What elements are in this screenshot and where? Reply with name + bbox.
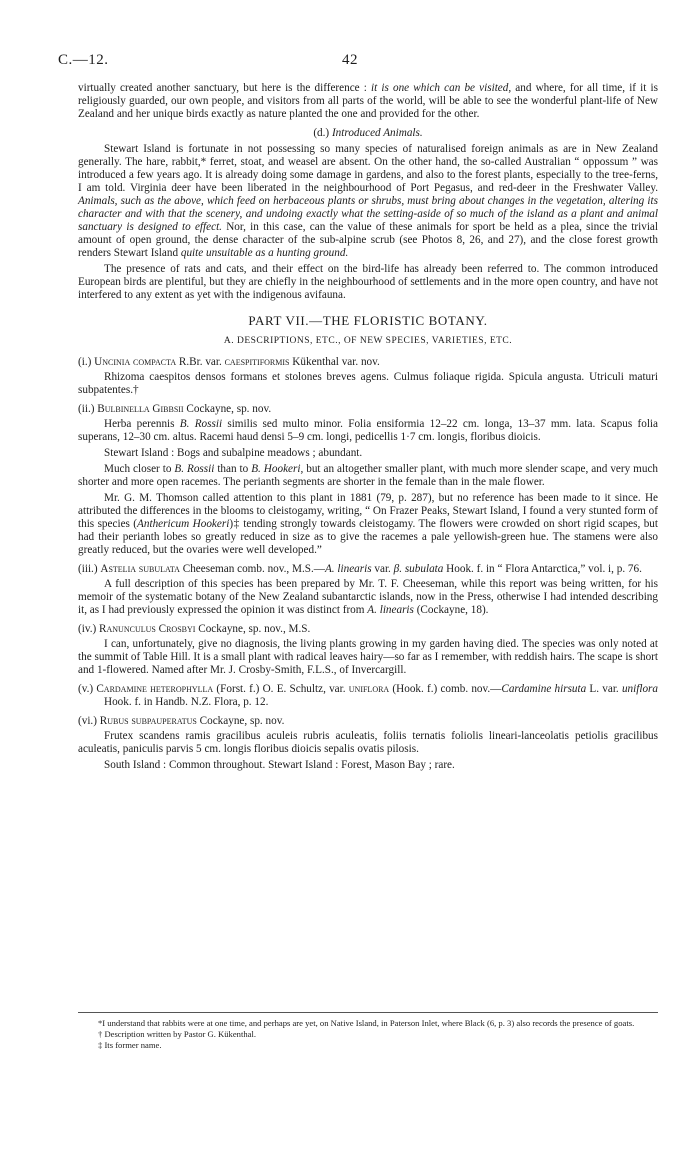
intro-paragraph: virtually created another sanctuary, but here is the difference : it is one which can be visited, and where, for all time, if it is religiously guarded, our own people, and visitors from all parts of the world, will be able to see the wonderful plant-life of New Zealand and her unique birds exactly as nature planted the one and provided for the other. xyxy=(78,82,658,120)
species-entry-uncinia: (i.) Uncinia compacta R.Br. var. caespitiformis Kükenthal var. nov. xyxy=(78,356,380,368)
species-description: Rhizoma caespitos densos formans et stolones breves agens. Culmus foliaque rigida. Spicula angusta. Utriculi maturi subpatentes.† xyxy=(78,371,658,396)
species-entry-astelia: (iii.) Astelia subulata Cheeseman comb. nov., M.S.—A. linearis var. β. subulata Hook. f. in “ Flora Antarctica,” vol. i, p. 76. xyxy=(78,563,642,575)
part-subtitle: A. DESCRIPTIONS, ETC., OF NEW SPECIES, VARIETIES, ETC. xyxy=(223,336,513,346)
footnote-divider xyxy=(78,1012,658,1013)
section-heading-introduced-animals: (d.) Introduced Animals. xyxy=(313,127,423,139)
page-number: 42 xyxy=(342,52,358,68)
species-note: A full description of this species has been prepared by Mr. T. F. Cheeseman, while this report was being written, for his memoir of the systematic botany of the New Zealand subantarctic islands, now in the Press, otherwise I had intended describing it, as I had previously expressed the opinion it was distinct from A. linearis (Cockayne, 18). xyxy=(78,578,658,616)
rats-cats-paragraph: The presence of rats and cats, and their effect on the bird-life has already been referred to. The common introduced European birds are plentiful, but they are chiefly in the neighbourhood of settlements and in the more open country, and have not interfered to any extent as yet with the indigenous avifauna. xyxy=(78,263,658,301)
species-note: Much closer to B. Rossii than to B. Hookeri, but an altogether smaller plant, with much more slender scape, and very much shorter and more open racemes. The perianth segments are shorter in the female than in the male flower. xyxy=(78,463,659,488)
species-entry-bulbinella: (ii.) Bulbinella Gibbsii Cockayne, sp. nov. xyxy=(78,403,272,415)
document-reference: C.—12. xyxy=(58,52,109,68)
species-entry-rubus: (vi.) Rubus subpauperatus Cockayne, sp. nov. xyxy=(78,715,285,727)
species-habitat: Stewart Island : Bogs and subalpine meadows ; abundant. xyxy=(104,447,363,459)
species-description: Herba perennis B. Rossii similis sed multo minor. Folia ensiformia 12–22 cm. longa, 13–37 mm. lata. Scapus folia superans, 12–30 cm. altus. Racemi haud densi 5–9 cm. longi, pedicellis 1·7 cm. longis, floribus dioicis. xyxy=(78,418,658,443)
footnote: † Description written by Pastor G. Kükenthal. xyxy=(98,1029,257,1039)
footnotes xyxy=(78,1018,658,1051)
species-description: Frutex scandens ramis gracilibus aculeis rubris aculeatis, foliis ternatis foliolis lineari-lanceolatis petiolis gracilibus aculeatis, paniculis parvis 5 cm. longis floribus dioicis sepalis ovatis pilosis. xyxy=(78,730,658,755)
part-title: PART VII.—THE FLORISTIC BOTANY. xyxy=(248,313,488,328)
footnote: ‡ Its former name. xyxy=(98,1040,162,1050)
footnote: *I understand that rabbits were at one time, and perhaps are yet, on Native Island, in Paterson Inlet, where Black (6, p. 3) also records the presence of goats. xyxy=(98,1018,635,1028)
species-note: I can, unfortunately, give no diagnosis, the living plants growing in my garden having died. The species was only noted at the summit of Table Hill. It is a small plant with radical leaves hairy—so far as I remember, with reddish hairs. The scape is short and 1-flowered. Named after Mr. J. Crosby-Smith, F.L.S., of Invercargill. xyxy=(78,638,658,676)
species-note: Mr. G. M. Thomson called attention to this plant in 1881 (79, p. 287), but no reference has been made to it since. He attributed the differences in the blooms to cleistogamy, writing, “ On Frazer Peaks, Stewart Island, I found a very stunted form of this species (Anthericum Hookeri)‡ tending strongly towards cleistogamy. The flowers were crowded on short rigid scapes, but had their perianth lobes so greatly reduced in size as to give the racemes a pale yellowish-green hue. The stamens were also greatly reduced, but the ovaries were well developed.” xyxy=(78,492,659,556)
species-habitat: South Island : Common throughout. Stewart Island : Forest, Mason Bay ; rare. xyxy=(104,759,455,771)
species-entry-cardamine: (v.) Cardamine heterophylla (Forst. f.) O. E. Schultz, var. uniflora (Hook. f.) comb. nov.—Cardamine hirsuta L. var. uniflora Hook. f. in Handb. N.Z. Flora, p. 12. xyxy=(78,683,658,708)
species-entry-ranunculus: (iv.) Ranunculus Crosbyi Cockayne, sp. nov., M.S. xyxy=(78,623,311,635)
body-text xyxy=(78,82,658,775)
introduced-animals-paragraph: Stewart Island is fortunate in not possessing so many species of naturalised foreign animals as are in New Zealand generally. The hare, rabbit,* ferret, stoat, and weasel are absent. On the other hand, the so-called Australian “ oppossum ” was introduced a few years ago. It is already doing some damage in gardens, and also to the forest plants, especially to the tree-ferns, I am told. Virginia deer have been liberated in the neighbourhood of Port Pegasus, and red-deer in the Freshwater Valley. Animals, such as the above, which feed on herbaceous plants or shrubs, must bring about changes in the vegetation, altering its character and with that the scenery, and undoing exactly what the setting-aside of so much of the island as a plant and animal sanctuary is designed to effect. Nor, in this case, can the value of these animals for sport be held as a plea, since the trivial amount of open ground, the dense character of the sub-alpine scrub (see Photos 8, 26, and 27), and the close forest growth renders Stewart Island quite unsuitable as a hunting ground. xyxy=(78,143,658,259)
